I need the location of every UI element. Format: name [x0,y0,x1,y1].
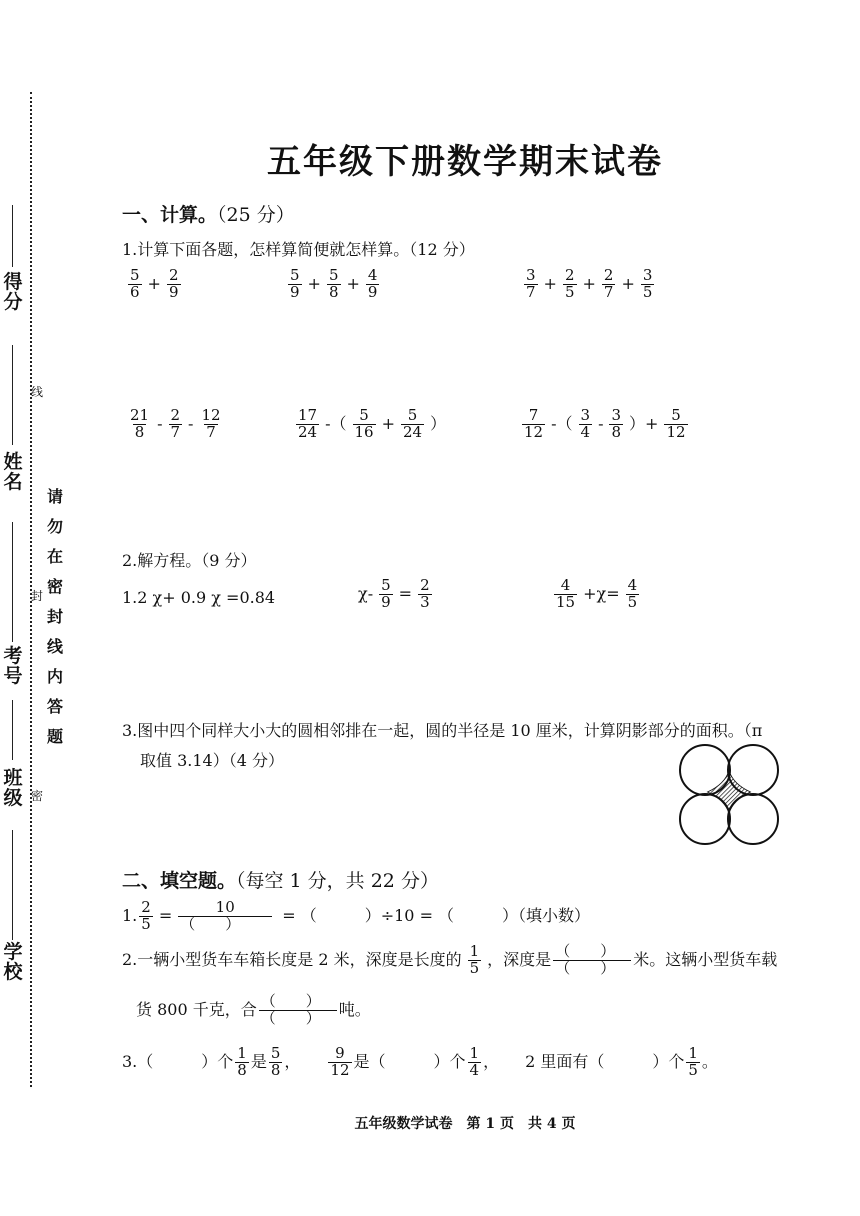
fraction: $\frac{2}{3}$ [420,576,430,611]
page-title: 五年级下册数学期末试卷 [267,142,663,182]
calc-expr-5 [294,408,450,441]
fraction: $\frac{7}{12}$ [524,406,544,441]
operator: ）+ [629,413,659,433]
fraction: $\frac{5}{8}$ [328,266,339,301]
operator: + [346,273,360,293]
four-circles-figure [670,744,788,848]
q3-text-line2: 取值 3.14）（4 分） [140,751,284,770]
operator: ） [430,413,447,433]
score-underline [12,205,13,267]
q3-text-line1: 3.图中四个同样大小大的圆相邻排在一起，圆的半径是 10 厘米，计算阴影部分的面积。（π [122,721,763,740]
operator: = [398,583,413,603]
operator: -（ [325,413,347,433]
name-label: 姓名 [3,451,23,493]
operator: + [307,273,321,293]
equation-2 [354,578,434,611]
school-label: 学校 [3,941,23,983]
operator: + [381,413,396,433]
fraction: $\frac{2}{5}$ [564,266,575,301]
equation-1: 1.2 χ+ 0.9 χ =0.84 [122,588,276,607]
seal-feng-char: 封 [30,589,43,603]
fraction: $\frac{5}{16}$ [354,406,374,441]
fraction: $\frac{3}{8}$ [611,406,622,441]
operator: χ- [358,583,374,603]
seal-line-char: 线 [30,385,43,399]
operator: + [543,273,557,293]
calc-expr-6 [520,408,690,441]
fraction: $\frac{4}{15}$ [556,576,576,611]
section1-heading: 一、计算。（25 分） [122,204,295,226]
equation-3 [552,578,641,611]
page-footer: 五年级数学试卷 第 1 页 共 4 页 [354,1116,576,1132]
seal-warning: 请 勿 在 密 封 线 内 答 题 [46,487,63,746]
fraction: $\frac{17}{24}$ [298,406,318,441]
fill-q1: 1. $\frac{2}{5}$ = $\frac{10}{( )}$ = （ ）÷10 = （ ）（填小数） [122,898,591,933]
operator: - [188,413,194,433]
operator: - [157,413,163,433]
fill-q3: 3.（ ）个 $\frac{1}{8}$ 是 $\frac{5}{8}$ ， $\frac{9}{12}$ 是（ ）个 $\frac{1}{4}$ ， 2 里面有（ ）个 $\frac{1}{5}$ 。 [122,1044,718,1079]
fraction: $\frac{5}{6}$ [130,266,140,301]
fraction: $\frac{4}{9}$ [367,266,378,301]
calc-expr-2 [286,268,381,301]
seal-mi-char: 密 [30,789,43,803]
section2-heading: 二、填空题。（每空 1 分，共 22 分） [122,870,439,892]
fraction: $\frac{21}{8}$ [130,406,150,441]
operator: + [621,273,635,293]
name-underline [12,345,13,445]
operator: + [147,273,161,293]
fraction: $\frac{3}{5}$ [642,266,653,301]
score-label: 得分 [3,271,23,313]
fraction: $\frac{3}{7}$ [526,266,536,301]
calc-expr-1 [126,268,183,301]
fraction: $\frac{3}{4}$ [580,406,591,441]
fraction: $\frac{5}{12}$ [666,406,686,441]
class-label: 班级 [3,767,23,809]
q2-instruction: 2.解方程。（9 分） [122,551,257,570]
exam-id-label: 考号 [3,645,23,687]
school-underline [12,830,13,940]
class-underline [12,700,13,760]
operator: - [598,413,604,433]
fraction: $\frac{4}{5}$ [627,576,638,611]
operator: -（ [551,413,573,433]
fill-q2-line2: 货 800 千克，合 $\frac{( )}{( )}$ 吨。 [136,992,371,1027]
fraction: $\frac{2}{7}$ [170,406,181,441]
fraction: $\frac{2}{7}$ [603,266,614,301]
fraction: $\frac{5}{9}$ [290,266,300,301]
operator: + [582,273,596,293]
calc-expr-3 [522,268,656,301]
operator: +χ= [583,583,620,603]
fraction: $\frac{5}{24}$ [403,406,423,441]
fraction: $\frac{12}{7}$ [201,406,221,441]
fill-q2-line1: 2.一辆小型货车车箱长度是 2 米，深度是长度的 $\frac{1}{5}$ ，深度是 $\frac{( )}{( )}$ 米。这辆小型货车载 [122,942,778,977]
calc-expr-4 [126,408,225,441]
fraction: $\frac{5}{9}$ [381,576,391,611]
q1-instruction: 1.计算下面各题，怎样算简便就怎样算。（12 分） [122,240,475,259]
id-underline [12,522,13,642]
fraction: $\frac{2}{9}$ [168,266,179,301]
